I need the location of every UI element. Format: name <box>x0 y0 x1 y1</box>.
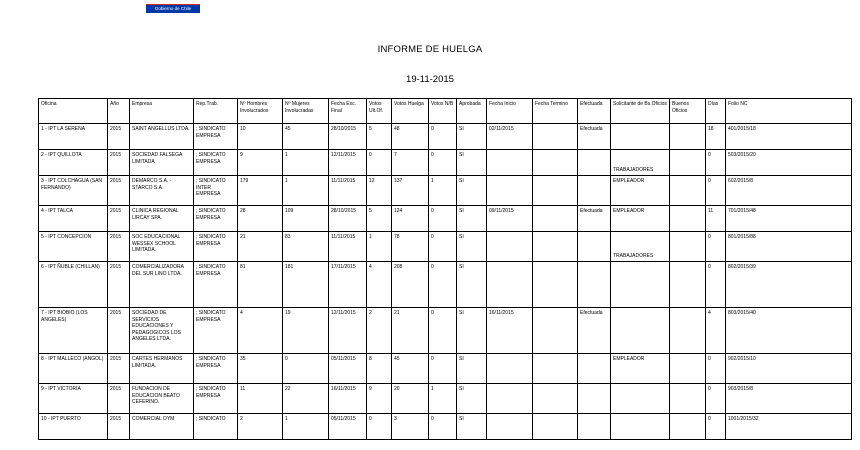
table-row <box>39 414 852 440</box>
table-cell <box>533 414 578 440</box>
table-row <box>39 354 852 384</box>
table-cell: 4 - IPT TALCA <box>39 206 108 232</box>
report-title: INFORME DE HUELGA <box>377 44 483 55</box>
table-cell: 10 <box>238 124 283 150</box>
table-cell: 28 <box>238 206 283 232</box>
table-cell <box>578 354 611 384</box>
table-cell: EMPLEADOR <box>611 176 670 206</box>
table-cell: 701/2015/48 <box>726 206 852 232</box>
report-date: 19-11-2015 <box>406 74 454 85</box>
table-cell <box>533 232 578 262</box>
table-cell: 11 <box>238 384 283 414</box>
table-cell: 4 <box>238 308 283 354</box>
table-cell: 503/2015/20 <box>726 150 852 176</box>
table-cell: SI <box>457 262 487 308</box>
table-cell: 7 - IPT BIOBIO (LOS ANGELES) <box>39 308 108 354</box>
table-cell: 12/11/2015 <box>329 308 367 354</box>
table-cell: ; SINDICATO EMPRESA <box>194 206 238 232</box>
table-cell: 0 <box>367 150 392 176</box>
table-header-row <box>39 99 852 124</box>
column-header: Votos Huelga <box>392 99 429 124</box>
column-header: Empresa <box>130 99 194 124</box>
table-cell <box>487 150 533 176</box>
column-header: Nº Hombres Involucrados <box>238 99 283 124</box>
column-header: Oficina <box>39 99 108 124</box>
table-cell: 81 <box>238 262 283 308</box>
table-cell: 5 - IPT CONCEPCION <box>39 232 108 262</box>
table-cell: 2015 <box>108 206 130 232</box>
table-cell: 0 <box>367 414 392 440</box>
column-header: Votos Ult.Of. <box>367 99 392 124</box>
table-cell: TRABAJADORES <box>611 232 670 262</box>
table-cell: 5 <box>367 206 392 232</box>
table-cell: Efectuada <box>578 124 611 150</box>
table-cell: TRABAJADORES <box>611 150 670 176</box>
column-header: Fecha Termino <box>533 99 578 124</box>
table-cell: 0 <box>429 308 457 354</box>
table-cell: 22 <box>283 384 329 414</box>
table-cell <box>487 232 533 262</box>
table-cell: 3 - IPT COLCHAGUA (SAN FERNANDO) <box>39 176 108 206</box>
column-header: Fecha Inicio <box>487 99 533 124</box>
table-cell: SOCIEDAD DE SERVICIOS EDUCACIONES Y PEDAGOGICOS LOS ANGELES LTDA. <box>130 308 194 354</box>
table-cell: 12/11/2015 <box>329 150 367 176</box>
table-cell: 0 <box>429 206 457 232</box>
table-cell: 17/11/2015 <box>329 262 367 308</box>
table-row <box>39 176 852 206</box>
table-cell <box>533 308 578 354</box>
table-cell: Efectuada <box>578 308 611 354</box>
table-cell: 2015 <box>108 232 130 262</box>
table-cell: 2015 <box>108 176 130 206</box>
table-cell: SOC EDUCACIONAL WESSEX SCHOOL LIMITADA. <box>130 232 194 262</box>
table-cell: 2015 <box>108 262 130 308</box>
table-cell: 0 <box>706 384 726 414</box>
table-cell: 48 <box>392 124 429 150</box>
table-cell: 1 <box>283 176 329 206</box>
table-cell <box>670 124 706 150</box>
table-cell: 0 <box>706 232 726 262</box>
table-cell: 2 <box>238 414 283 440</box>
table-cell: 1 <box>283 414 329 440</box>
table-cell: 0 <box>429 414 457 440</box>
table-cell: 0 <box>283 354 329 384</box>
table-cell: COMERCIAL OYM <box>130 414 194 440</box>
table-cell: 1001/2015/32 <box>726 414 852 440</box>
table-cell: 0 <box>429 262 457 308</box>
table-cell: 45 <box>283 124 329 150</box>
table-cell: 3 <box>392 414 429 440</box>
table-cell: 181 <box>283 262 329 308</box>
table-cell: 0 <box>429 232 457 262</box>
table-cell <box>578 414 611 440</box>
column-header: Votos N/B <box>429 99 457 124</box>
table-cell: SI <box>457 384 487 414</box>
table-cell: FUNDACION DE EDUCACION BEATO CEFERINO. <box>130 384 194 414</box>
table-cell <box>611 414 670 440</box>
table-cell: ; SINDICATO INTER EMPRESA <box>194 176 238 206</box>
table-cell: 2015 <box>108 150 130 176</box>
table-cell: 903/2015/8 <box>726 384 852 414</box>
table-cell <box>578 262 611 308</box>
table-cell <box>533 124 578 150</box>
table-cell: 9 <box>367 384 392 414</box>
table-cell: 78 <box>392 232 429 262</box>
strike-report-table <box>38 98 852 440</box>
table-cell: 1 <box>283 150 329 176</box>
table-cell <box>533 176 578 206</box>
government-logo <box>146 0 200 13</box>
table-cell <box>533 384 578 414</box>
table-cell: ; SINDICATO EMPRESA <box>194 384 238 414</box>
table-cell: CARTES HERMANOS LIMITADA. <box>130 354 194 384</box>
table-cell <box>487 384 533 414</box>
column-header: Fecha Exc. Final <box>329 99 367 124</box>
table-cell: 137 <box>392 176 429 206</box>
table-cell: 602/2015/8 <box>726 176 852 206</box>
table-cell <box>670 308 706 354</box>
table-cell: ; SINDICATO EMPRESA <box>194 308 238 354</box>
column-header: Solicitante de Bs.Oficios <box>611 99 670 124</box>
table-cell: 9 <box>238 150 283 176</box>
table-cell: SI <box>457 308 487 354</box>
table-cell <box>670 232 706 262</box>
column-header: Nº Mujeres Involucradas <box>283 99 329 124</box>
table-cell <box>487 262 533 308</box>
table-cell <box>533 150 578 176</box>
column-header: Buenos Oficios <box>670 99 706 124</box>
table-cell: 6 - IPT ÑUBLE (CHILLAN) <box>39 262 108 308</box>
table-cell: ; SINDICATO <box>194 414 238 440</box>
table-cell: 109 <box>283 206 329 232</box>
table-cell: 20 <box>392 384 429 414</box>
table-cell: 18 <box>706 124 726 150</box>
table-cell: 0 <box>429 150 457 176</box>
table-cell <box>578 232 611 262</box>
table-cell: 11/11/2015 <box>329 176 367 206</box>
table-cell: 2 <box>367 308 392 354</box>
table-cell: ; SINDICATO EMPRESA <box>194 150 238 176</box>
table-cell: 179 <box>238 176 283 206</box>
table-cell: 902/2015/10 <box>726 354 852 384</box>
table-cell <box>578 150 611 176</box>
table-cell <box>670 414 706 440</box>
table-cell: SI <box>457 176 487 206</box>
table-cell: EMPLEADOR <box>611 354 670 384</box>
table-cell: 0 <box>429 124 457 150</box>
table-cell: 11 <box>706 206 726 232</box>
table-cell: 0 <box>706 414 726 440</box>
table-cell: 11/11/2015 <box>329 232 367 262</box>
table-cell: 0 <box>706 354 726 384</box>
table-cell: 8 <box>367 354 392 384</box>
table-cell: DEMARCO S.A. - STARCO S.A. <box>130 176 194 206</box>
table-cell: 21 <box>392 308 429 354</box>
column-header: Rep.Trab. <box>194 99 238 124</box>
table-cell: 05/11/2015 <box>329 354 367 384</box>
table-cell: ; SINDICATO EMPRESA <box>194 124 238 150</box>
table-cell <box>670 384 706 414</box>
table-row <box>39 206 852 232</box>
table-cell: 4 <box>367 262 392 308</box>
table-cell: SAINT ANGELLUS LTDA. <box>130 124 194 150</box>
table-cell: 401/2015/18 <box>726 124 852 150</box>
table-cell: 124 <box>392 206 429 232</box>
table-cell <box>670 206 706 232</box>
table-cell: 2015 <box>108 414 130 440</box>
table-cell: 8 - IPT MALLECO (ANGOL) <box>39 354 108 384</box>
table-cell <box>487 414 533 440</box>
table-cell: SI <box>457 124 487 150</box>
table-cell: SI <box>457 232 487 262</box>
table-cell: 83 <box>283 232 329 262</box>
table-cell: SI <box>457 206 487 232</box>
table-cell: 7 <box>392 150 429 176</box>
table-cell: 09/11/2015 <box>487 206 533 232</box>
table-cell: 1 <box>367 232 392 262</box>
table-cell: 2015 <box>108 124 130 150</box>
table-cell: 16/11/2015 <box>329 384 367 414</box>
table-cell: SI <box>457 414 487 440</box>
table-cell: 1 - IPT LA SERENA <box>39 124 108 150</box>
table-cell: 0 <box>429 354 457 384</box>
table-row <box>39 232 852 262</box>
table-cell: 801/2015/88 <box>726 232 852 262</box>
column-header: Aprobada <box>457 99 487 124</box>
table-cell: CLINICA REGIONAL LIRCAY SPA. <box>130 206 194 232</box>
table-cell <box>611 384 670 414</box>
table-cell: 208 <box>392 262 429 308</box>
table-cell: 803/2015/40 <box>726 308 852 354</box>
table-cell: SI <box>457 354 487 384</box>
table-cell: 21 <box>238 232 283 262</box>
table-cell: 802/2015/39 <box>726 262 852 308</box>
table-cell: 0 <box>706 150 726 176</box>
column-header: Folio NC <box>726 99 852 124</box>
table-cell: Efectuada <box>578 206 611 232</box>
table-cell <box>611 262 670 308</box>
table-cell <box>533 262 578 308</box>
table-cell: 1 <box>429 176 457 206</box>
table-cell: 28/10/2015 <box>329 124 367 150</box>
table-cell: 2015 <box>108 354 130 384</box>
table-cell: 4 <box>706 308 726 354</box>
table-cell: 28/10/2015 <box>329 206 367 232</box>
table-cell <box>487 354 533 384</box>
table-cell: 45 <box>392 354 429 384</box>
table-cell <box>670 354 706 384</box>
table-cell <box>611 124 670 150</box>
table-cell: SI <box>457 150 487 176</box>
column-header: Días <box>706 99 726 124</box>
table-cell: 05/11/2015 <box>329 414 367 440</box>
table-cell: 2 - IPT QUILLOTA <box>39 150 108 176</box>
table-cell: 10 - IPT PUERTO <box>39 414 108 440</box>
table-cell <box>670 262 706 308</box>
table-cell <box>670 176 706 206</box>
table-cell: 5 <box>367 124 392 150</box>
logo-text: Gobierno de Chile <box>146 4 200 13</box>
table-row <box>39 262 852 308</box>
table-row <box>39 150 852 176</box>
table-cell: 0 <box>706 176 726 206</box>
column-header: Año <box>108 99 130 124</box>
table-cell: ; SINDICATO EMPRESA <box>194 354 238 384</box>
table-row <box>39 124 852 150</box>
table-row <box>39 308 852 354</box>
table-cell: COMERCIALIZADORA DEL SUR LINO LTDA. <box>130 262 194 308</box>
table-cell: 35 <box>238 354 283 384</box>
table-cell <box>533 354 578 384</box>
table-cell: 12 <box>367 176 392 206</box>
table-cell <box>611 308 670 354</box>
table-cell: 02/11/2015 <box>487 124 533 150</box>
table-cell <box>533 206 578 232</box>
column-header: Efectuada <box>578 99 611 124</box>
table-cell: ; SINDICATO EMPRESA <box>194 232 238 262</box>
table-cell <box>670 150 706 176</box>
table-cell <box>487 176 533 206</box>
table-cell: EMPLEADOR <box>611 206 670 232</box>
table-cell: 2015 <box>108 384 130 414</box>
table-cell: 9 - IPT VICTORIA <box>39 384 108 414</box>
table-cell: 16/11/2015 <box>487 308 533 354</box>
table-row <box>39 384 852 414</box>
table-cell <box>578 384 611 414</box>
table-cell: ; SINDICATO EMPRESA <box>194 262 238 308</box>
table-cell: 19 <box>283 308 329 354</box>
table-cell: 2015 <box>108 308 130 354</box>
table-cell: 0 <box>706 262 726 308</box>
table-cell <box>578 176 611 206</box>
table-cell: 1 <box>429 384 457 414</box>
table-cell: SOCIEDAD FALSEGA LIMITADA <box>130 150 194 176</box>
